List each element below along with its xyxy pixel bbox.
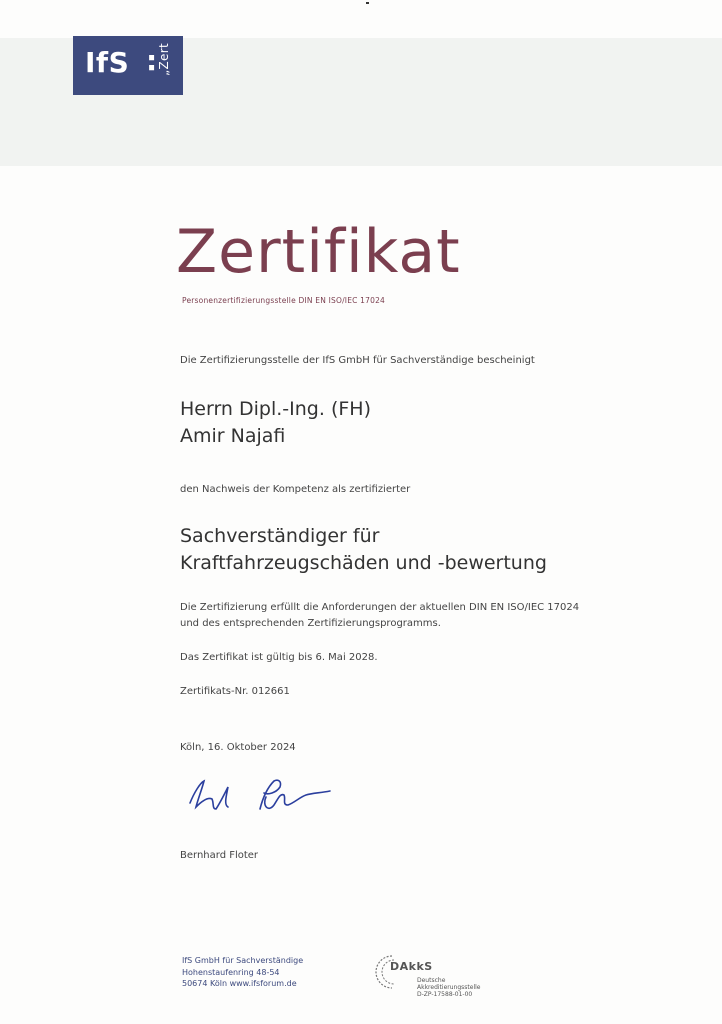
- certificate-number: Zertifikats-Nr. 012661: [180, 686, 290, 697]
- place-date: Köln, 16. Oktober 2024: [180, 742, 296, 753]
- validity-line: Das Zertifikat ist gültig bis 6. Mai 2028.: [180, 652, 378, 663]
- dakks-line-1: Deutsche: [417, 977, 446, 984]
- dakks-line-2: Akkreditierungsstelle: [417, 984, 481, 991]
- qualification-line-2: Kraftfahrzeugschäden und -bewertung: [180, 552, 547, 574]
- footer-address: [182, 955, 303, 990]
- requirements-line-2: und des entsprechenden Zertifizierungsprogramms.: [180, 618, 441, 629]
- ifs-zert-logo: [73, 36, 183, 95]
- certifies-line: Die Zertifizierungsstelle der IfS GmbH für Sachverständige bescheinigt: [180, 355, 535, 366]
- recipient-name: Amir Najafi: [180, 425, 286, 447]
- qualification-line-1: Sachverständiger für: [180, 525, 380, 547]
- dakks-line-3: D-ZP-17588-01-00: [417, 991, 473, 998]
- signatory-name: Bernhard Floter: [180, 850, 259, 861]
- logo-subtext: „Zert: [157, 43, 171, 76]
- logo-colon: :: [146, 44, 158, 77]
- footer-street: Hohenstaufenring 48-54: [182, 967, 280, 977]
- footer-org: IfS GmbH für Sachverständige: [182, 956, 304, 965]
- logo-text: IfS: [85, 46, 130, 79]
- dakks-name: DAkkS: [390, 960, 433, 973]
- footer-city-web: 50674 Köln www.ifsforum.de: [182, 979, 297, 988]
- dakks-seal: [372, 952, 492, 1002]
- requirements-line-1: Die Zertifizierung erfüllt die Anforderungen der aktuellen DIN EN ISO/IEC 17024: [180, 602, 580, 613]
- recipient-title: Herrn Dipl.-Ing. (FH): [180, 398, 371, 420]
- scan-mark: [366, 2, 369, 4]
- certificate-subtitle: Personenzertifizierungsstelle DIN EN ISO/IEC 17024: [182, 296, 386, 305]
- signature: [182, 773, 342, 823]
- competence-line: den Nachweis der Kompetenz als zertifizierter: [180, 484, 411, 495]
- certificate-title: Zertifikat: [176, 217, 461, 287]
